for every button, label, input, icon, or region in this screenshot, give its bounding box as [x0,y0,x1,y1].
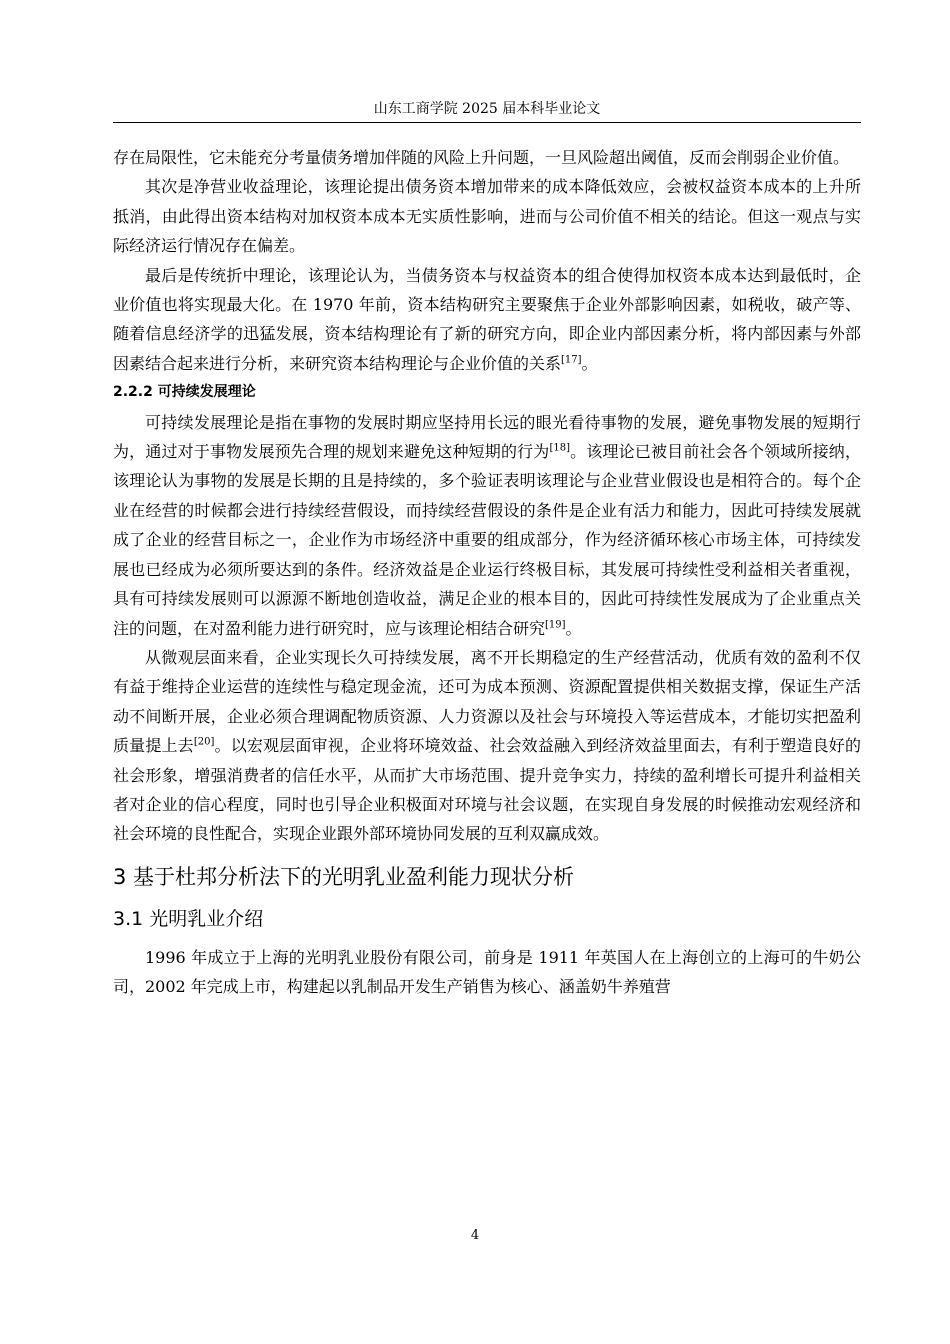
paragraph-4-text-a: 可持续发展理论是指在事物的发展时期应坚持用长远的眼光看待事物的发展，避免事物发展的短期行为，通过对于事物发展预先合理的规划来避免这种短期的行为 [113,412,861,462]
section-heading-3-1: 3.1 光明乳业介绍 [113,907,264,930]
paragraph-3-end: 。 [581,353,598,373]
paragraph-5 [113,643,861,849]
chapter-heading-3: 3 基于杜邦分析法下的光明乳业盈利能力现状分析 [113,864,575,889]
paragraph-2: 其次是净营业收益理论，该理论提出债务资本增加带来的成本降低效应，会被权益资本成本的上升所抵消，由此得出资本结构对加权资本成本无实质性影响，进而与公司价值不相关的结论。但这一观点与实际经济运行情况存在偏差。 [113,177,861,256]
paragraph-1: 存在局限性，它未能充分考量债务增加伴随的风险上升问题，一旦风险超出阈值，反而会削弱企业价值。 [113,148,850,167]
page-header: 山东工商学院 2025 届本科毕业论文 [373,101,601,117]
citation-18: [18] [549,442,570,454]
paragraph-4 [113,408,861,643]
paragraph-4-text-b: 。该理论已被目前社会各个领域所接纳，该理论认为事物的发展是长期的且是持续的，多个验证表明该理论与企业营业假设也是相符合的。每个企业在经营的时候都会进行持续经营假设，而持续经营假设的条件是企业有活力和能力，因此可持续发展就成了企业的经营目标之一，企业作为市场经济中重要的组成部分，作为经济循环核心市场主体，可持续发展也已经成为必须所要达到的条件。经济效益是企业运行终极目标，其发展可持续性受利益相关者重视，具有可持续发展则可以源源不断地创造收益，满足企业的根本目的，因此可持续性发展成为了企业重点关注的问题，在对盈利能力进行研究时，应与该理论相结合研究 [113,442,861,638]
citation-19: [19] [545,619,566,631]
paragraph-5-text-b: 。以宏观层面审视，企业将环境效益、社会效益融入到经济效益里面去，有利于塑造良好的社会形象，增强消费者的信任水平，从而扩大市场范围、提升竞争实力，持续的盈利增长可提升利益相关者对企业的信心程度，同时也引导企业积极面对环境与社会议题，在实现自身发展的时候推动宏观经济和社会环境的良性配合，实现企业跟外部环境协同发展的互利双赢成效。 [113,736,861,844]
citation-17: [17] [561,354,582,366]
document-body [113,143,861,1002]
citation-20: [20] [193,736,215,748]
section-heading-2-2-2: 2.2.2 可持续发展理论 [113,384,256,401]
header-rule [113,122,861,123]
paragraph-6: 1996 年成立于上海的光明乳业股份有限公司，前身是 1911 年英国人在上海创立的上海可的牛奶公司，2002 年完成上市，构建起以乳制品开发生产销售为核心、涵盖奶牛养殖营 [113,947,861,997]
paragraph-5-text-a: 从微观层面来看，企业实现长久可持续发展，离不开长期稳定的生产经营活动，优质有效的盈利不仅有益于维持企业运营的连续性与稳定现金流，还可为成本预测、资源配置提供相关数据支撑，保证生产活动不间断开展，企业必须合理调配物质资源、人力资源以及社会与环境投入等运营成本，才能切实把盈利质量提上去 [113,647,861,756]
page-number: 4 [470,1228,480,1243]
paragraph-3-text: 最后是传统折中理论，该理论认为，当债务资本与权益资本的组合使得加权资本成本达到最低时，企业价值也将实现最大化。在 1970 年前，资本结构研究主要聚焦于企业外部影响因素，如税收，破产等、随着信息经济学的迅猛发展，资本结构理论有了新的研究方向，即企业内部因素分析，将内部因素与外部因素结合起来进行分析，来研究资本结构理论与企业价值的关系 [113,265,861,373]
paragraph-4-end: 。 [565,618,582,638]
paragraph-3 [113,261,861,379]
